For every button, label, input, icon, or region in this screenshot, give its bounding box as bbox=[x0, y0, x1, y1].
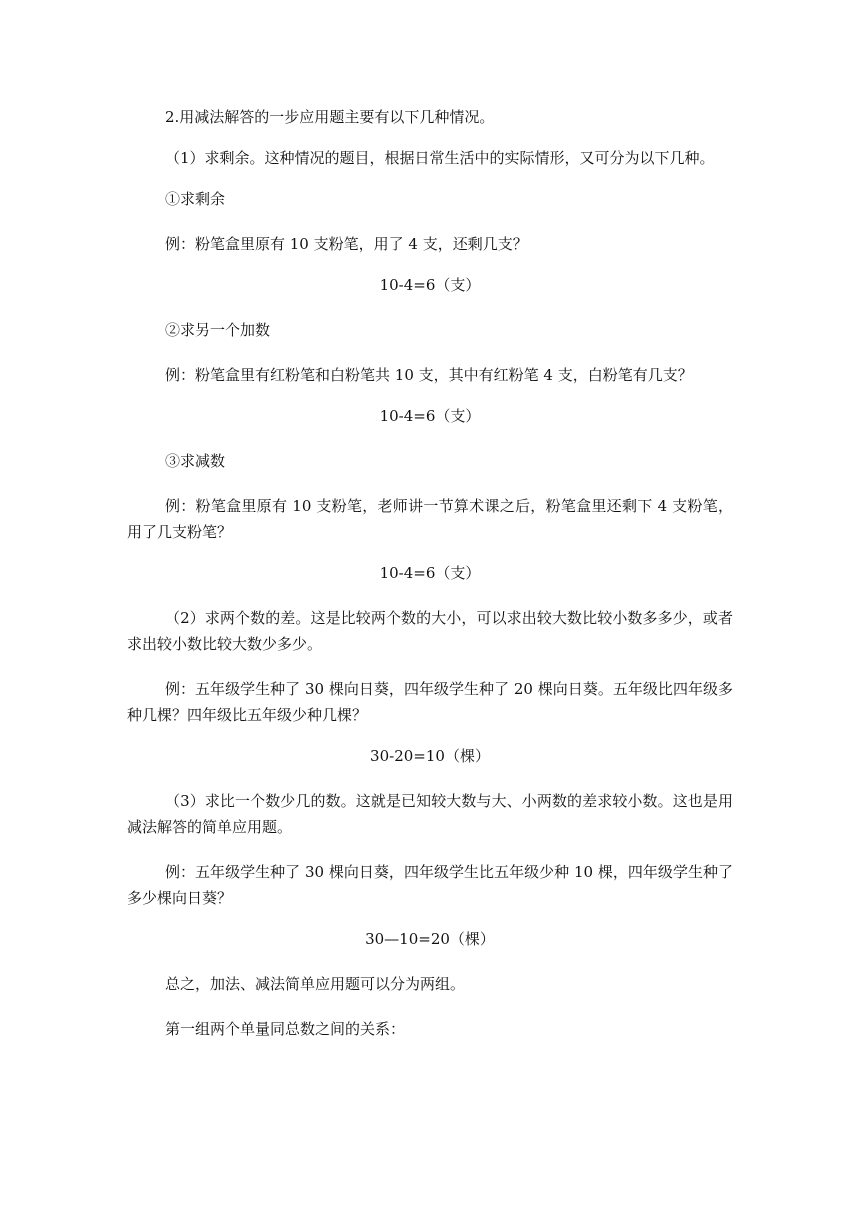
example-less-than: 例：五年级学生种了 30 棵向日葵，四年级学生比五年级少种 10 棵，四年级学生种了多少棵向日葵？ bbox=[127, 863, 733, 907]
equation-addend: 10-4=6（支） bbox=[379, 407, 481, 425]
section-heading: 2.用减法解答的一步应用题主要有以下几种情况。 bbox=[165, 108, 495, 126]
equation-subtrahend: 10-4=6（支） bbox=[379, 564, 481, 582]
document-page bbox=[127, 104, 733, 1042]
example-addend: 例：粉笔盒里有红粉笔和白粉笔共 10 支，其中有红粉笔 4 支，白粉笔有几支？ bbox=[165, 366, 693, 384]
subcase-addend-heading: ②求另一个加数 bbox=[165, 321, 271, 339]
case-2-intro: （2）求两个数的差。这是比较两个数的大小，可以求出较大数比较小数多多少，或者求出较小数比较大数少多少。 bbox=[127, 609, 733, 653]
equation-difference: 30-20=10（棵） bbox=[370, 747, 490, 765]
example-subtrahend: 例：粉笔盒里原有 10 支粉笔，老师讲一节算术课之后，粉笔盒里还剩下 4 支粉笔，用了几支粉笔？ bbox=[127, 497, 733, 541]
example-difference: 例：五年级学生种了 30 棵向日葵，四年级学生种了 20 棵向日葵。五年级比四年级多种几棵？四年级比五年级少种几棵？ bbox=[127, 680, 733, 724]
case-1-intro: （1）求剩余。这种情况的题目，根据日常生活中的实际情形，又可分为以下几种。 bbox=[165, 149, 715, 167]
case-3-intro: （3）求比一个数少几的数。这就是已知较大数与大、小两数的差求较小数。这也是用减法解答的简单应用题。 bbox=[127, 792, 733, 836]
summary-text: 总之，加法、减法简单应用题可以分为两组。 bbox=[165, 975, 466, 993]
subcase-remainder-heading: ①求剩余 bbox=[165, 190, 226, 208]
group-1-text: 第一组两个单量同总数之间的关系： bbox=[165, 1020, 406, 1038]
equation-remainder: 10-4=6（支） bbox=[379, 276, 481, 294]
example-remainder: 例：粉笔盒里原有 10 支粉笔，用了 4 支，还剩几支？ bbox=[165, 235, 528, 253]
subcase-subtrahend-heading: ③求减数 bbox=[165, 452, 226, 470]
equation-less-than: 30—10=20（棵） bbox=[365, 930, 495, 948]
